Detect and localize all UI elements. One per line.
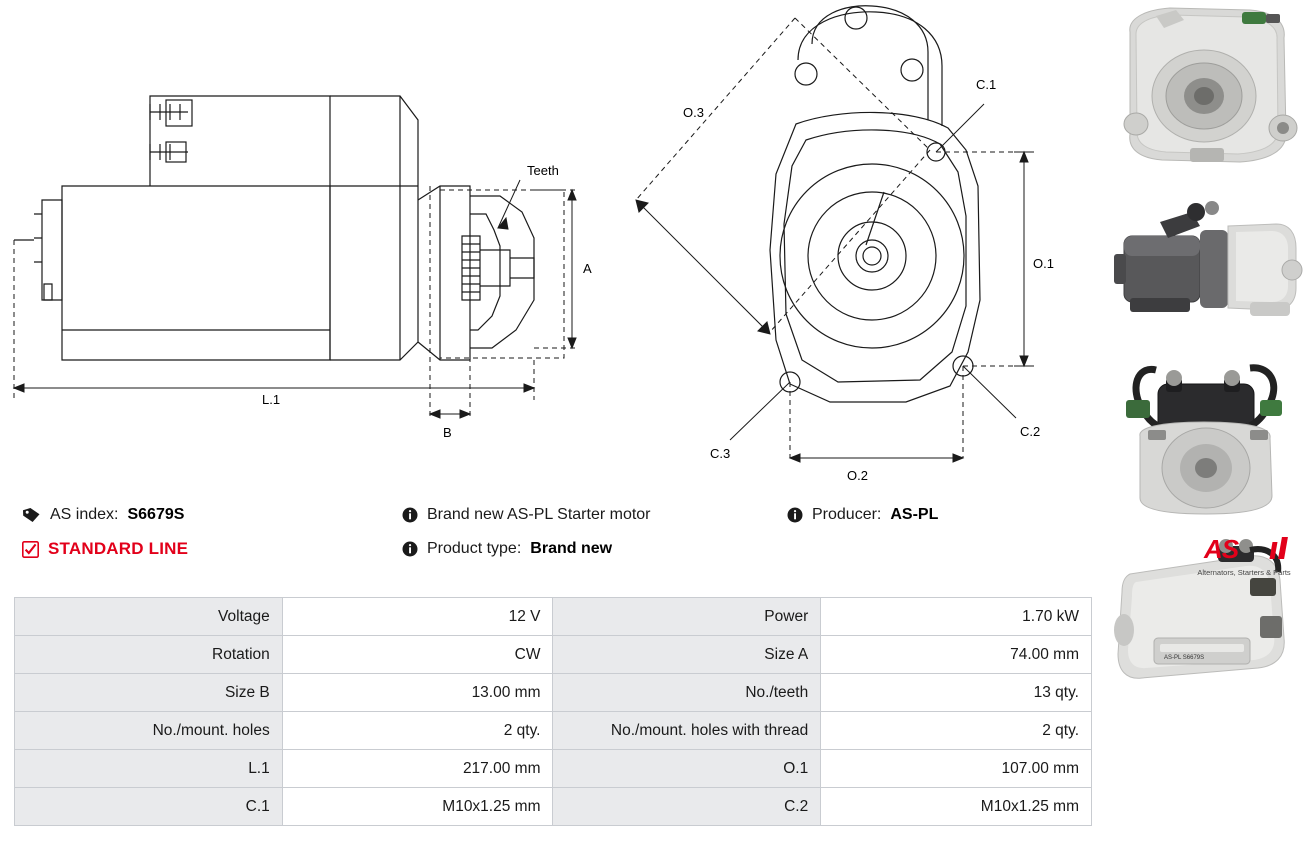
as-index-value: S6679S bbox=[127, 506, 185, 523]
spec-key: L.1 bbox=[15, 750, 283, 788]
label-O2: O.2 bbox=[847, 468, 868, 483]
spec-value: 74.00 mm bbox=[821, 636, 1092, 674]
spec-key: Size B bbox=[15, 674, 283, 712]
table-row bbox=[15, 750, 1092, 788]
label-A: A bbox=[583, 261, 592, 276]
producer-block bbox=[787, 506, 1092, 524]
as-index-label: AS index: bbox=[50, 506, 119, 523]
as-pl-logo-subtitle: Alternators, Starters & Parts bbox=[1197, 568, 1291, 577]
info-row-1 bbox=[22, 498, 1092, 532]
spec-key: No./teeth bbox=[553, 674, 821, 712]
as-index-block bbox=[22, 506, 402, 524]
label-L1: L.1 bbox=[262, 392, 281, 407]
label-O1: O.1 bbox=[1033, 256, 1054, 271]
product-info bbox=[22, 498, 1092, 566]
table-row bbox=[15, 598, 1092, 636]
info-icon bbox=[402, 507, 418, 523]
spec-value: M10x1.25 mm bbox=[821, 788, 1092, 826]
technical-drawings bbox=[0, 0, 1090, 490]
spec-value: 13.00 mm bbox=[282, 674, 553, 712]
starter-photo-side-view[interactable] bbox=[1100, 178, 1308, 346]
svg-text:AS-PL S6679S: AS-PL S6679S bbox=[1164, 655, 1205, 661]
label-C3: C.3 bbox=[710, 446, 731, 461]
starter-photo-solenoid-view[interactable] bbox=[1100, 352, 1308, 520]
standard-line-block bbox=[22, 539, 402, 559]
spec-key: O.1 bbox=[553, 750, 821, 788]
label-B: B bbox=[443, 425, 452, 440]
description-block bbox=[402, 506, 787, 524]
label-O3: O.3 bbox=[683, 105, 704, 120]
specifications-table bbox=[14, 597, 1092, 826]
table-row bbox=[15, 674, 1092, 712]
spec-key: C.2 bbox=[553, 788, 821, 826]
starter-photo-front-view[interactable] bbox=[1100, 4, 1308, 172]
spec-value: 107.00 mm bbox=[821, 750, 1092, 788]
product-type-block bbox=[402, 540, 787, 558]
info-icon bbox=[402, 541, 418, 557]
label-C1: C.1 bbox=[976, 77, 997, 92]
logo-bar-tall bbox=[1278, 537, 1288, 559]
as-pl-logo-mark bbox=[1196, 536, 1292, 562]
product-type-label: Product type: bbox=[427, 540, 522, 557]
label-teeth: Teeth bbox=[527, 163, 559, 178]
producer-value: AS-PL bbox=[890, 506, 939, 523]
product-photo-gallery bbox=[1100, 4, 1308, 694]
spec-value: 1.70 kW bbox=[821, 598, 1092, 636]
label-C2: C.2 bbox=[1020, 424, 1041, 439]
spec-value: 13 qty. bbox=[821, 674, 1092, 712]
spec-value: 2 qty. bbox=[821, 712, 1092, 750]
info-icon bbox=[787, 507, 803, 523]
table-row bbox=[15, 712, 1092, 750]
producer-label: Producer: bbox=[812, 506, 882, 523]
spec-key: C.1 bbox=[15, 788, 283, 826]
as-pl-logo bbox=[1184, 536, 1304, 577]
tag-icon bbox=[22, 507, 41, 523]
spec-value: 12 V bbox=[282, 598, 553, 636]
table-row bbox=[15, 636, 1092, 674]
logo-bar-short bbox=[1270, 542, 1278, 559]
spec-value: CW bbox=[282, 636, 553, 674]
standard-line-label: STANDARD LINE bbox=[48, 539, 189, 558]
spec-key: No./mount. holes bbox=[15, 712, 283, 750]
spec-value: 2 qty. bbox=[282, 712, 553, 750]
spec-value: 217.00 mm bbox=[282, 750, 553, 788]
product-description: Brand new AS-PL Starter motor bbox=[427, 506, 651, 523]
spec-key: Power bbox=[553, 598, 821, 636]
table-row bbox=[15, 788, 1092, 826]
spec-key: Rotation bbox=[15, 636, 283, 674]
as-pl-logo-text: AS bbox=[1204, 534, 1239, 564]
spec-key: No./mount. holes with thread bbox=[553, 712, 821, 750]
spec-key: Voltage bbox=[15, 598, 283, 636]
info-row-2 bbox=[22, 532, 1092, 566]
checkbox-checked-icon bbox=[22, 541, 39, 558]
product-type-value: Brand new bbox=[530, 540, 613, 557]
spec-key: Size A bbox=[553, 636, 821, 674]
spec-value: M10x1.25 mm bbox=[282, 788, 553, 826]
